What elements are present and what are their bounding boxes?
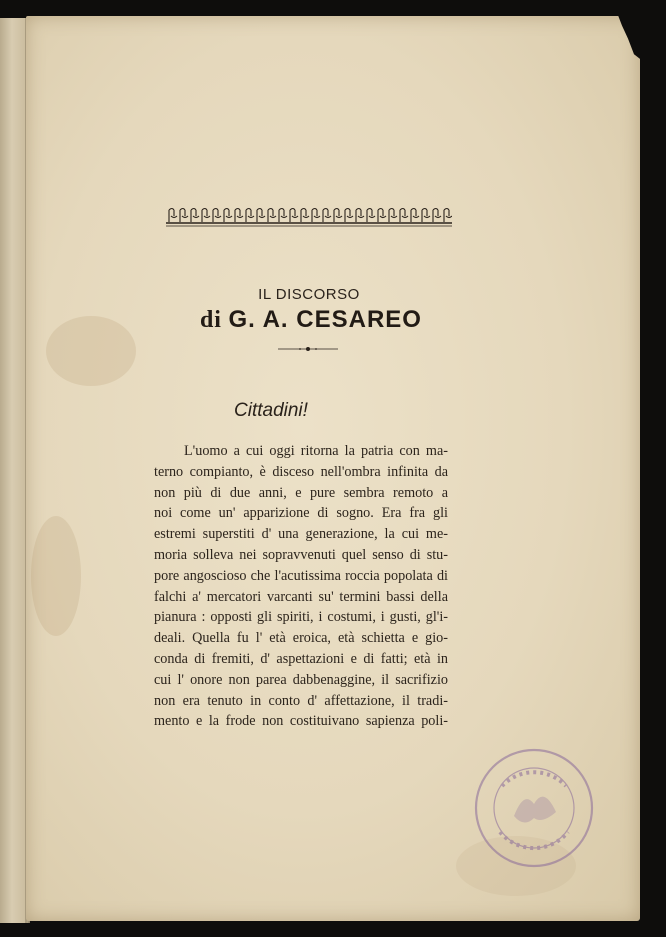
ornament-fleuron <box>323 209 331 223</box>
text-line: mento e la frode non costituivano sapienza poli- <box>154 713 448 730</box>
heading-prefix: di <box>200 307 222 333</box>
ornament-fleuron <box>202 209 210 223</box>
text-line: falchi a' mercatori varcanti su' termini bassi della <box>154 588 448 605</box>
ornament-fleuron <box>411 209 419 223</box>
text-line: estremi superstiti d' una generazione, la cui me- <box>154 526 448 543</box>
ornament-fleuron <box>400 209 408 223</box>
text-line: pianura : opposti gli spiriti, i costumi, i gusti, gl'i- <box>154 609 448 626</box>
torn-corner <box>604 10 644 62</box>
text-line: moria solleva nei sopravvenuti quel senso di stu- <box>154 546 448 563</box>
ornament-fleuron <box>301 209 309 223</box>
ornament-fleuron <box>345 209 353 223</box>
ornamental-border-rule <box>166 204 452 230</box>
text-line: noi come un' apparizione di sogno. Era fra gli <box>154 505 448 522</box>
ornament-fleuron <box>246 209 254 223</box>
text-line: terno compianto, è disceso nell'ombra infinita da <box>154 463 448 480</box>
ornament-fleuron <box>213 209 221 223</box>
ornament-fleuron <box>389 209 397 223</box>
ornament-fleuron <box>433 209 441 223</box>
text-line: L'uomo a cui oggi ritorna la patria con ma- <box>184 443 448 459</box>
ornament-fleuron <box>422 209 430 223</box>
speaker-name: G. A. CESAREO <box>228 306 422 333</box>
section-heading <box>166 286 452 303</box>
paper-stain <box>46 316 136 386</box>
heading-divider <box>278 346 338 352</box>
ornament-fleuron <box>268 209 276 223</box>
speech-body <box>154 441 448 732</box>
text-line: pore angoscioso che l'acutissima roccia popolata di <box>154 567 448 584</box>
ornament-fleuron <box>257 209 265 223</box>
ornament-fleuron <box>356 209 364 223</box>
text-line: deali. Quella fu l' età eroica, età schietta e gio- <box>154 630 448 647</box>
text-line: conda di fremiti, d' aspettazioni e di fatti; età in <box>154 650 448 667</box>
ornament-fleuron <box>279 209 287 223</box>
ornament-fleuron <box>180 209 188 223</box>
ornament-fleuron <box>312 209 320 223</box>
book-page <box>26 16 640 921</box>
ornament-pattern <box>169 209 452 223</box>
ornament-fleuron <box>334 209 342 223</box>
ornament-fleuron <box>444 209 452 223</box>
text-line: non più di due anni, e pure sembra remoto a <box>154 484 448 501</box>
ornament-fleuron <box>235 209 243 223</box>
ornament-fleuron <box>169 209 177 223</box>
ornament-fleuron <box>367 209 375 223</box>
speaker-heading <box>146 306 476 334</box>
ornament-fleuron <box>290 209 298 223</box>
salutation: Cittadini! <box>234 400 308 421</box>
text-line: cui l' onore non parea dabbenaggine, il sacrifizio <box>154 671 448 688</box>
library-stamp <box>472 746 596 870</box>
heading-small-text: IL DISCORSO <box>258 286 360 303</box>
ornament-fleuron <box>378 209 386 223</box>
ornament-fleuron <box>191 209 199 223</box>
ornament-fleuron <box>224 209 232 223</box>
paper-stain <box>31 516 81 636</box>
text-line: non era tenuto in conto d' affettazione, il tradi- <box>154 692 448 709</box>
